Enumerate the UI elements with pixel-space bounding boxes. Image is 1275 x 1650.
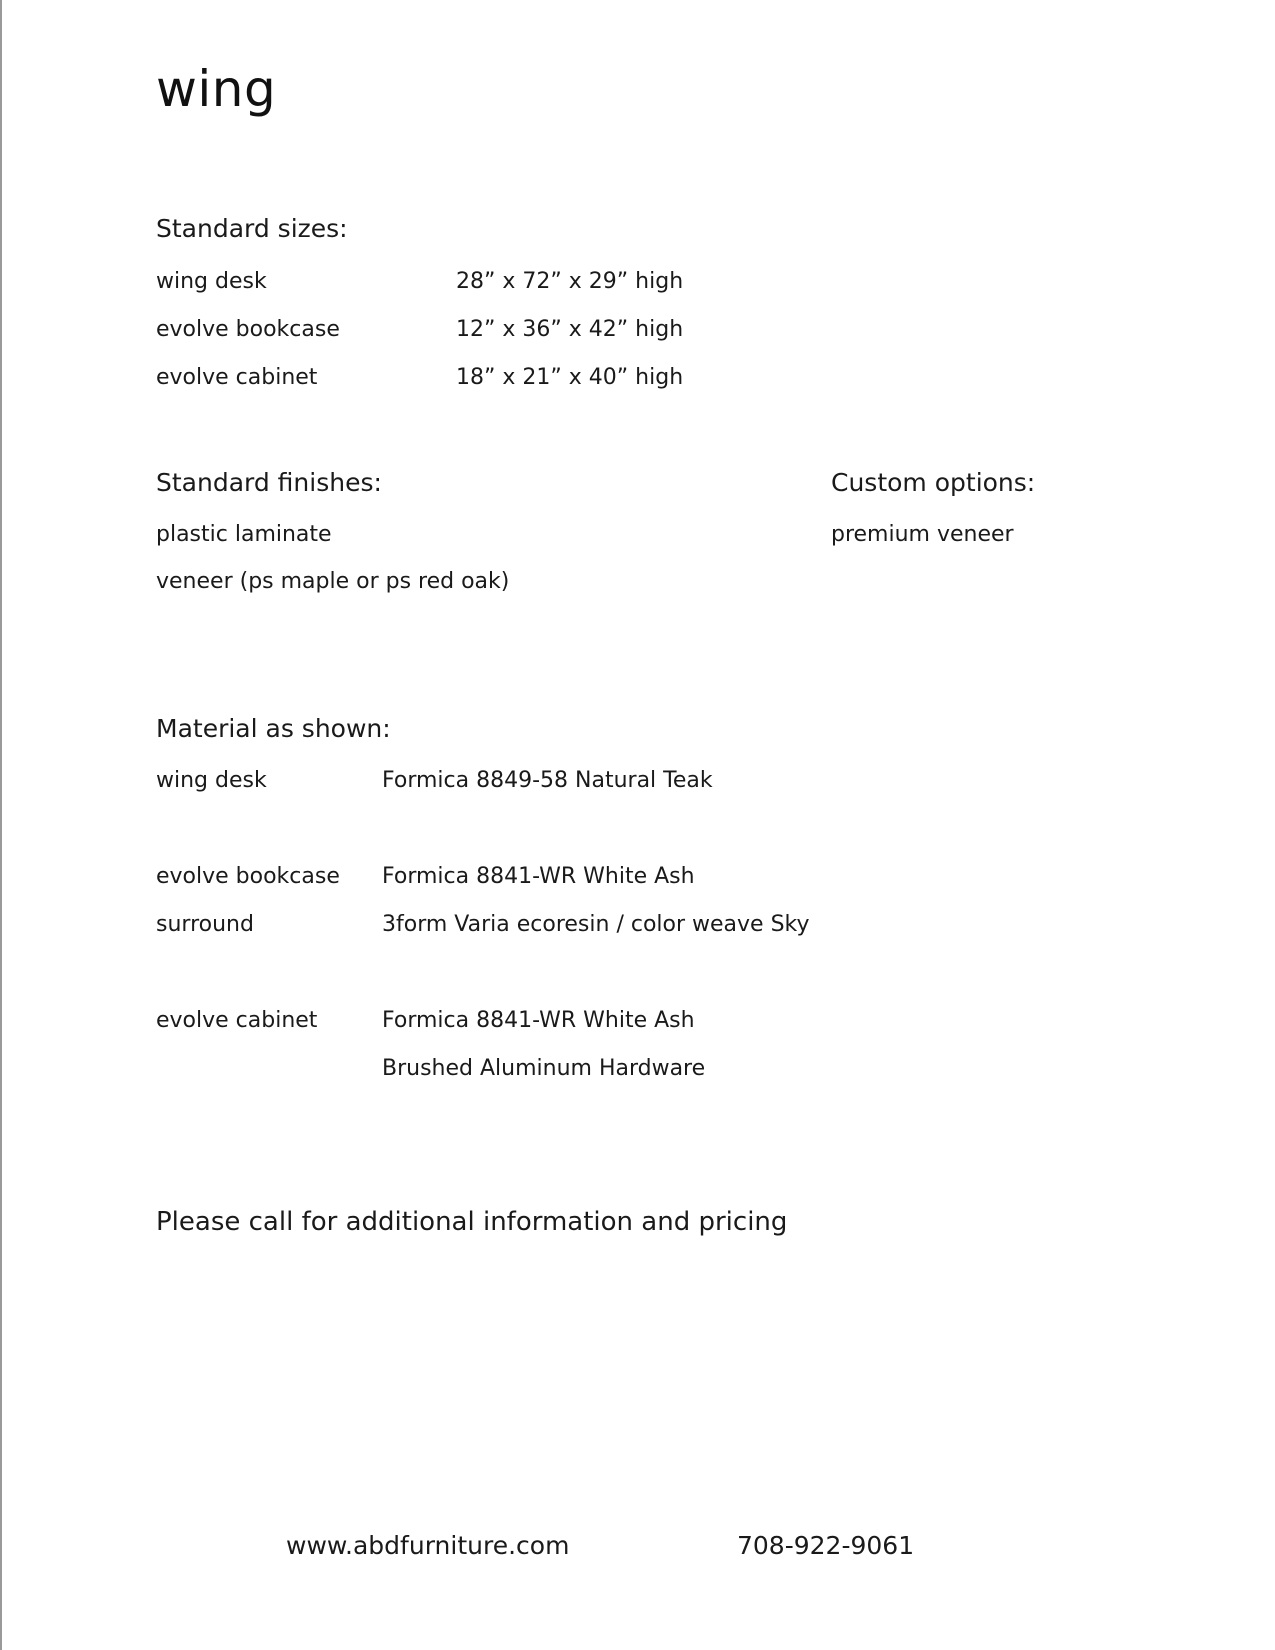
standard-sizes-heading: Standard sizes: <box>156 214 348 243</box>
finish-item: plastic laminate <box>156 522 332 547</box>
material-row-value: Formica 8841-WR White Ash <box>382 864 695 889</box>
size-row-dimensions: 12” x 36” x 42” high <box>456 317 684 342</box>
size-row-dimensions: 18” x 21” x 40” high <box>456 365 684 390</box>
material-row-item: surround <box>156 912 254 937</box>
website-link[interactable]: www.abdfurniture.com <box>286 1531 570 1560</box>
size-row-item: wing desk <box>156 269 267 294</box>
phone-number: 708-922-9061 <box>737 1531 915 1560</box>
call-to-action-text: Please call for additional information and pricing <box>156 1207 788 1237</box>
custom-options-heading: Custom options: <box>831 468 1036 497</box>
custom-option-item: premium veneer <box>831 522 1014 547</box>
page-left-border <box>0 0 2 1650</box>
size-row-item: evolve cabinet <box>156 365 318 390</box>
material-row-item: evolve bookcase <box>156 864 340 889</box>
material-as-shown-heading: Material as shown: <box>156 714 391 743</box>
page-title: wing <box>156 60 277 118</box>
finish-item: veneer (ps maple or ps red oak) <box>156 569 510 594</box>
material-row-item: evolve cabinet <box>156 1008 318 1033</box>
standard-finishes-heading: Standard finishes: <box>156 468 382 497</box>
material-row-value: 3form Varia ecoresin / color weave Sky <box>382 912 810 937</box>
size-row-item: evolve bookcase <box>156 317 340 342</box>
material-row-item: wing desk <box>156 768 267 793</box>
material-row-value: Formica 8841-WR White Ash <box>382 1008 695 1033</box>
material-row-value: Formica 8849-58 Natural Teak <box>382 768 713 793</box>
size-row-dimensions: 28” x 72” x 29” high <box>456 269 684 294</box>
material-row-value: Brushed Aluminum Hardware <box>382 1056 706 1081</box>
